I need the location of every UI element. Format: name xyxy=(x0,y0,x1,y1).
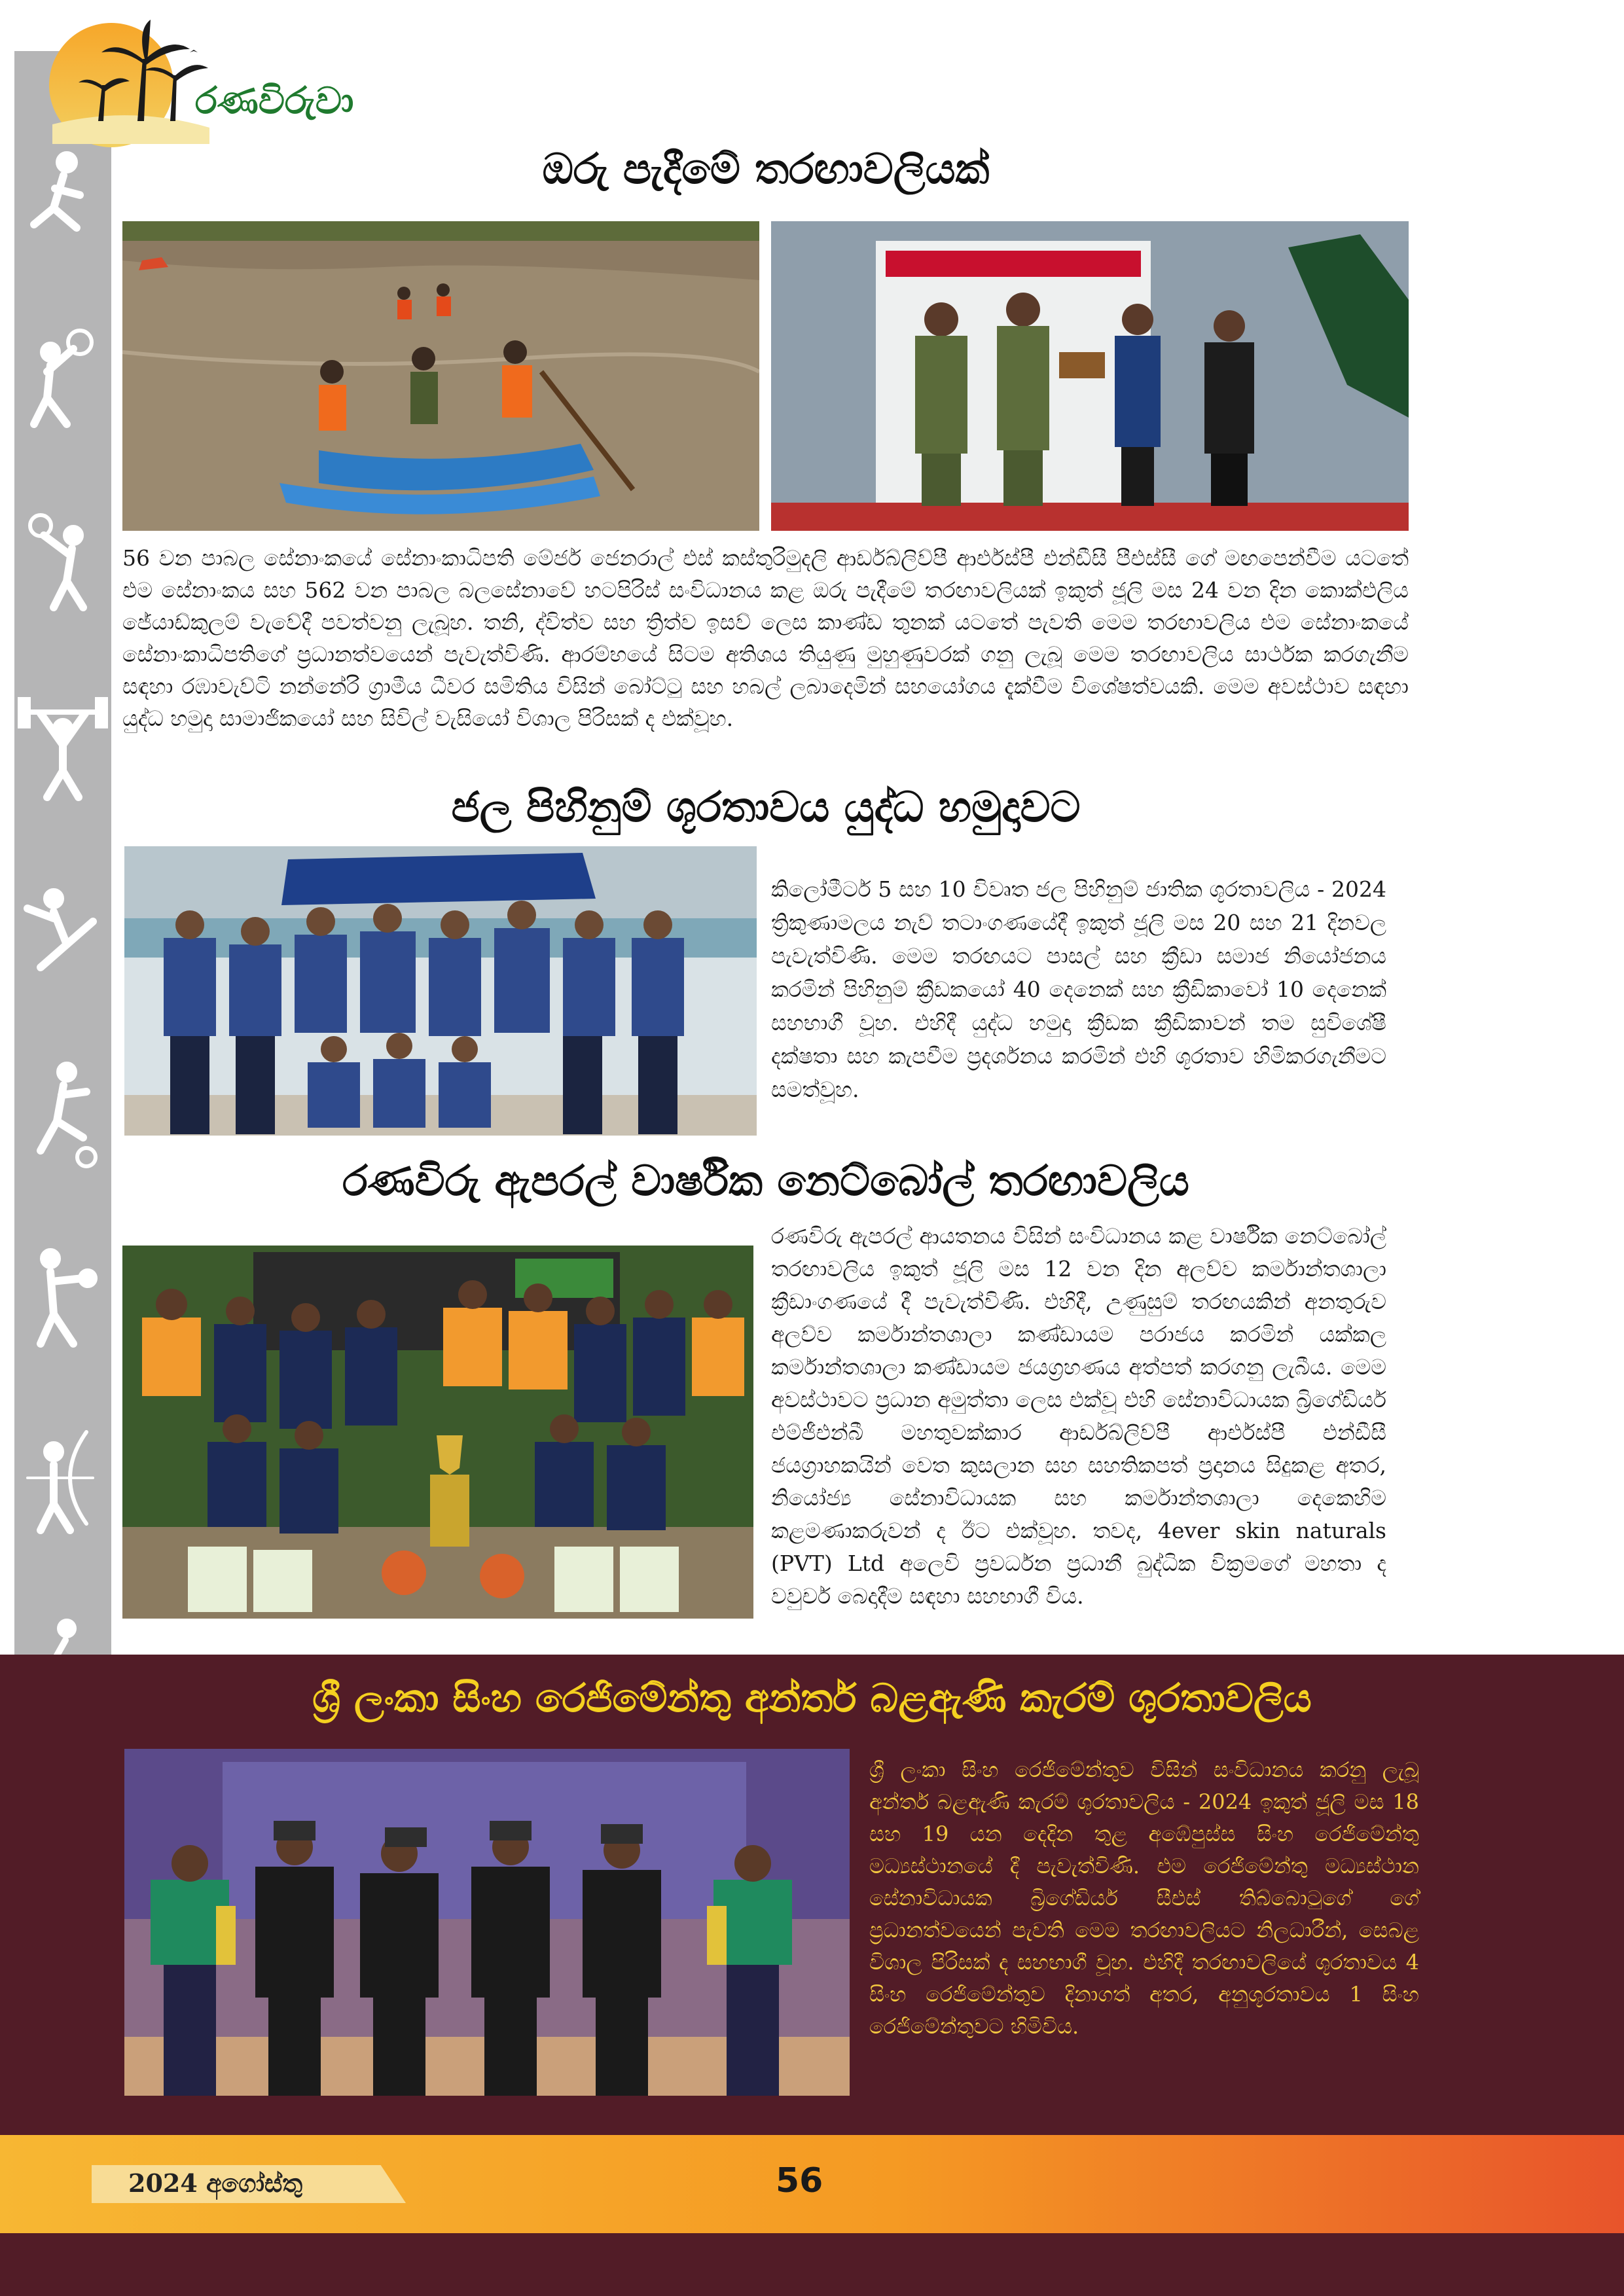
article-3-photo-netball xyxy=(122,1246,753,1619)
article-2-headline: ජල පිහිනුම් ශූරතාවය යුද්ධ හමුදාවට xyxy=(451,783,1081,832)
volleyball-icon xyxy=(34,331,92,424)
page-number: 56 xyxy=(776,2161,823,2200)
football-icon xyxy=(41,1064,96,1166)
article-1-photo-boats xyxy=(122,221,759,531)
article-2-body: කිලෝමීටර් 5 සහ 10 විවෘත ජල පිහිනුම් ජාතික ශූරතාවලිය - 2024 ත්‍රිකුණාමලය නැව් තටාංගණයේදී ඉකුත් ජූලි මස 20 සහ 21 දිනවල පැවැත්විණි. මෙම තරඟයට පාසල් සහ ක්‍රීඩා සමාජ නියෝජනය කරමින් පිහිනුම් ක්‍රීඩකයෝ 40 දෙනෙක් සහ ක්‍රීඩිකාවෝ 10 දෙනෙක් සහභාගී වූහ. එහිදී යුද්ධ හමුදා ක්‍රීඩක ක්‍රීඩිකාවන් තම සුවිශේෂී දක්ෂතා සහ කැපවීම ප්‍රදර්ශනය කරමින් එහි ශූරතාව හිමිකරගැනීමට සමත්වූහ. xyxy=(771,876,1386,1102)
boxing-icon xyxy=(41,1250,96,1344)
article-1-body: 56 වන පාබල සේනාංකයේ සේනාංකාධිපති මේජර් ජෙනරාල් එස් කස්තුරිමුදලි ආර්ඩබ්ලිව්පී ආර්එස්පී එන්ඩීසී පීඑස්සී ගේ මඟපෙන්වීම යටතේ එම සේනාංකය සහ 562 වන පාබල බලසේනාවේ හටපිරිස් සංවිධානය කළ ඔරු පැදීමේ තරඟාවලියක් ඉකුත් ජූලි මස 24 වන දින කොක්එලිය ජේයාඩ්කුලම් වැවේදී පවත්වනු ලැබූහ. තනි, ද්විත්ව සහ ත්‍රිත්ව ඉසව් ලෙස කාණ්ඩ තුනක් යටතේ පැවති මෙම තරඟාවලිය එම සේනාංකයේ සේනාංකාධිපතිගේ ප්‍රධානත්වයෙන් පැවැත්විණි. ආරම්භයේ සිටම අතිශය තියුණු මුහුණුවරක් ගනු ලැබූ මෙම තරඟාවලිය සාර්ථක කරගැනීම සඳහා රඹාවැව්ටි නන්නේරි ග්‍රාමීය ධීවර සමිතිය විසින් බෝට්ටු සහ හබල් ලබාදෙමින් සහයෝගය දැක්වීම විශේෂත්වයකි. මෙම අවස්ථාව සඳහා යුද්ධ හමුදා සාමාජිකයෝ සහ සිවිල් වැසියෝ විශාල පිරිසක් ද එක්වූහ. xyxy=(122,545,1409,731)
article-1-headline: ඔරු පැදීමේ තරඟාවලියක් xyxy=(542,145,990,194)
article-3-body: රණවිරු ඇපරල් ආයතනය විසින් සංවිධානය කළ වාර්ෂික නෙට්බෝල් තරඟාවලිය ඉකුත් ජූලි මස 12 වන දින අලව්ව කර්මාන්තශාලා ක්‍රීඩාංගණයේ දී පැවැත්විණි. එහිදී, උණුසුම් තරඟයකින් අනතුරුව අලව්ව කර්මාන්තශාලා කණ්ඩායම පරාජය කරමින් යක්කල කර්මාන්තශාලා කණ්ඩායම ජයග්‍රහණය අත්පත් කරගනු ලැබීය. මෙම අවස්ථාවට ප්‍රධාන අමුත්තා ලෙස එක්වූ එහි සේනාවිධායක බ්‍රිගේඩියර් එම්ජීඑන්බී මහතුවක්කාර ආර්ඩබ්ලිව්පී ආර්එස්පී එන්ඩීසී ජයග්‍රාහකයින් වෙත කුසලාන සහ සහතිකපත් ප්‍රදානය සිදුකළ අතර, නියෝජ්‍ය සේනාවිධායක සහ කර්මාන්තශාලා දෙකෙහිම කළමණාකරුවන් ද ඊට එක්වූහ. තවද, 4ever skin naturals (PVT) Ltd අලෙවි ප්‍රවර්ධන ප්‍රධානී බුද්ධික වික්‍රමගේ මහතා ද වවුචර් බෙදාදීම සඳහා සහභාගී විය. xyxy=(771,1223,1386,1609)
weightlifting-icon xyxy=(20,699,106,797)
netball-team-image xyxy=(122,1246,753,1619)
carrom-winners-image xyxy=(124,1749,850,2096)
issue-date: 2024 අගෝස්තු xyxy=(128,2168,303,2198)
article-4-photo-carrom xyxy=(124,1749,850,2096)
gymnastics-icon xyxy=(27,890,93,967)
archery-icon xyxy=(27,1432,93,1530)
swimming-team-image xyxy=(124,846,757,1136)
article-4-headline: ශ්‍රී ලංකා සිංහ රෙජිමේන්තු අන්තර් බළඇණි කැරම් ශූරතාවලිය xyxy=(312,1676,1312,1721)
article-3-headline: රණවිරු ඇපරල් වාර්ෂික නෙට්බෝල් තරඟාවලිය xyxy=(342,1157,1189,1206)
article-1-photo-award xyxy=(771,221,1409,531)
basketball-icon xyxy=(30,515,83,607)
article-2-photo-swimmers xyxy=(124,846,757,1136)
masthead-title: රණවිරුවා xyxy=(195,80,354,122)
article-4-body: ශ්‍රී ලංකා සිංහ රෙජිමේන්තුව විසින් සංවිධානය කරනු ලැබූ අන්තර් බළඇණි කැරම් ශූරතාවලිය - 2024 ඉකුත් ජූලි මස 18 සහ 19 යන දෙදින තුළ අඹේපුස්ස සිංහ රෙජිමේන්තු මධ්‍යස්ථානයේ දී පැවැත්විණි. එම රෙජිමේන්තු මධ්‍යස්ථාන සේනාවිධායක බ්‍රිගේඩියර් සීඑස් තිබ්බොටුගේ ගේ ප්‍රධානත්වයෙන් පැවති මෙම තරඟාවලියට නිලධාරීන්, සෙබළ විශාල පිරිසක් ද සහභාගී වූහ. එහිදී තරඟාවලියේ ශූරතාවය 4 සිංහ රෙජිමේන්තුව දිනාගත් අතර, අනුශූරතාවය 1 සිංහ රෙජිමේන්තුවට හිමිවිය. xyxy=(869,1757,1419,2039)
boat-race-image xyxy=(122,221,759,531)
runner-icon xyxy=(34,153,80,228)
award-ceremony-image xyxy=(771,221,1409,531)
